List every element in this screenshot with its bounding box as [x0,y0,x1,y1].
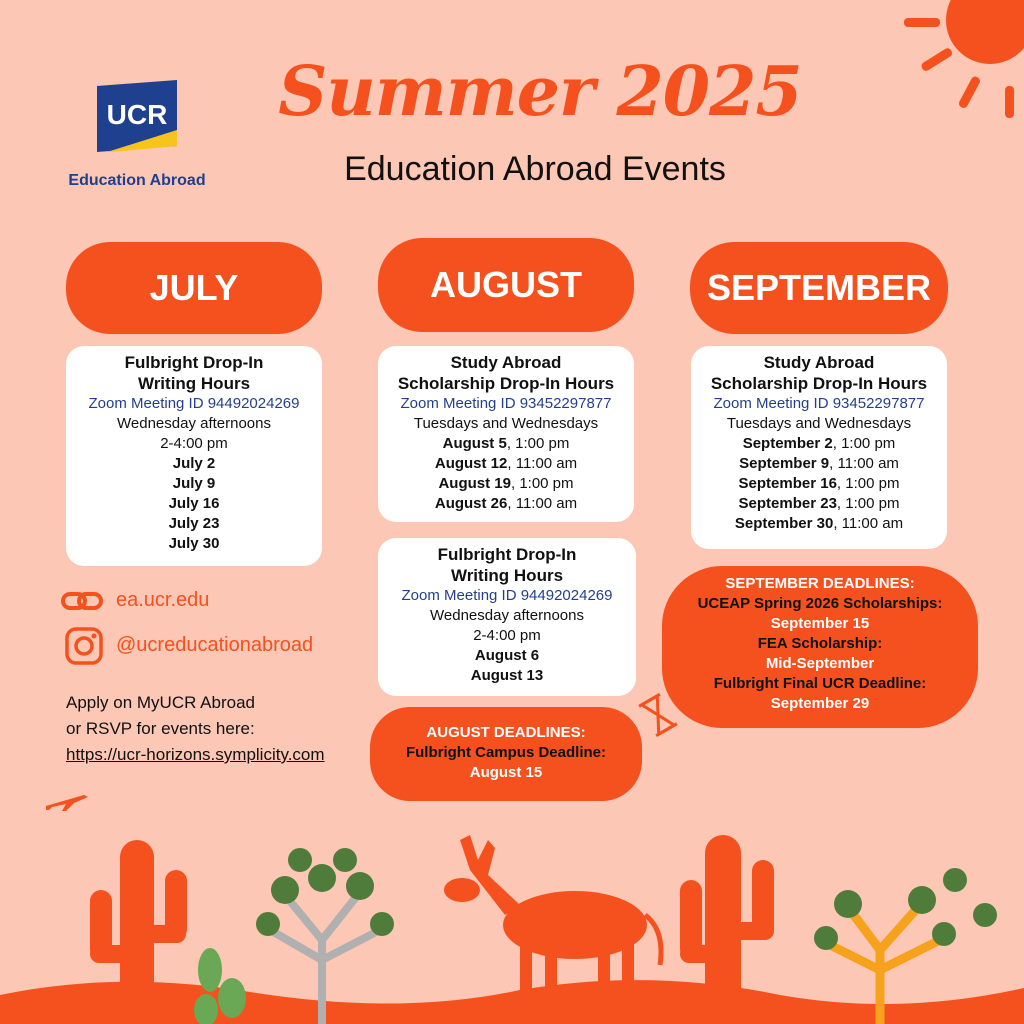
card-title-line1: Fulbright Drop-In [124,353,264,372]
month-july: JULY [66,242,322,334]
instagram-icon [64,626,104,666]
deadline-item: Fulbright Final UCR Deadline: [713,675,927,692]
session-item: August 5, 1:00 pm [442,435,570,452]
card-title-line2: Writing Hours [450,566,564,585]
session-item: September 9, 11:00 am [739,455,899,472]
link-icon [60,590,104,612]
september-deadlines-box [662,566,978,728]
deadline-date: August 15 [469,764,543,781]
schedule: Tuesdays and Wednesdays [726,415,912,432]
apply-line1: Apply on MyUCR Abroad [66,693,255,712]
apply-line2: or RSVP for events here: [66,719,255,738]
date-item: July 2 [172,455,216,472]
symplicity-link[interactable]: https://ucr-horizons.symplicity.com [66,745,325,764]
session-item: September 2, 1:00 pm [742,435,896,452]
deadline-heading: AUGUST DEADLINES: [426,724,586,741]
page-subtitle: Education Abroad Events [344,150,726,188]
zoom-id[interactable]: Zoom Meeting ID 94492024269 [88,395,300,412]
card-title-line1: Study Abroad [763,353,875,372]
sun-icon [890,0,1024,125]
time: 2-4:00 pm [473,627,541,644]
deadline-date: Mid-September [765,655,875,672]
date-item: August 13 [470,667,544,684]
page-title: Summer 2025 [278,52,802,132]
schedule: Wednesday afternoons [117,415,271,432]
ucr-logo-icon [97,80,177,152]
date-item: July 23 [168,515,220,532]
card-title-line2: Scholarship Drop-In Hours [397,374,615,393]
session-item: August 26, 11:00 am [434,495,578,512]
card-title-line2: Writing Hours [137,374,251,393]
deadline-item: UCEAP Spring 2026 Scholarships: [697,595,943,612]
schedule: Tuesdays and Wednesdays [413,415,599,432]
time: 2-4:00 pm [160,435,228,452]
donkey-icon [444,835,661,1002]
date-item: July 30 [168,535,220,552]
card-title-line2: Scholarship Drop-In Hours [710,374,928,393]
logo-mark: UCR [106,99,168,130]
july-card [66,346,322,566]
august-deadlines-box [370,707,642,801]
august-fulbright-card [378,538,636,696]
deadline-heading: SEPTEMBER DEADLINES: [725,575,915,592]
deadline-item: Fulbright Campus Deadline: [405,744,606,761]
zoom-id[interactable]: Zoom Meeting ID 93452297877 [713,395,925,412]
deadline-date: September 15 [770,615,870,632]
zoom-id[interactable]: Zoom Meeting ID 94492024269 [401,587,613,604]
august-scholarship-card [378,346,634,522]
date-item: August 6 [474,647,540,664]
date-item: July 16 [168,495,220,512]
deadline-item: FEA Scholarship: [757,635,883,652]
month-august: AUGUST [378,238,634,332]
date-item: July 9 [172,475,216,492]
desert-illustration [0,820,1024,1024]
session-item: September 16, 1:00 pm [738,475,900,492]
logo-caption: Education Abroad [68,172,206,189]
september-card [691,346,947,549]
month-september: SEPTEMBER [690,242,948,334]
card-title-line1: Fulbright Drop-In [437,545,577,564]
session-item: September 30, 11:00 am [734,515,904,532]
airplane-icon [44,790,90,812]
session-item: September 23, 1:00 pm [738,495,900,512]
card-title-line1: Study Abroad [450,353,562,372]
deadline-date: September 29 [770,695,870,712]
zoom-id[interactable]: Zoom Meeting ID 93452297877 [400,395,612,412]
session-item: August 12, 11:00 am [434,455,578,472]
session-item: August 19, 1:00 pm [438,475,574,492]
apply-info [66,690,366,768]
website-link[interactable]: ea.ucr.edu [116,589,210,611]
schedule: Wednesday afternoons [430,607,584,624]
instagram-handle[interactable]: @ucreducationabroad [116,634,314,656]
